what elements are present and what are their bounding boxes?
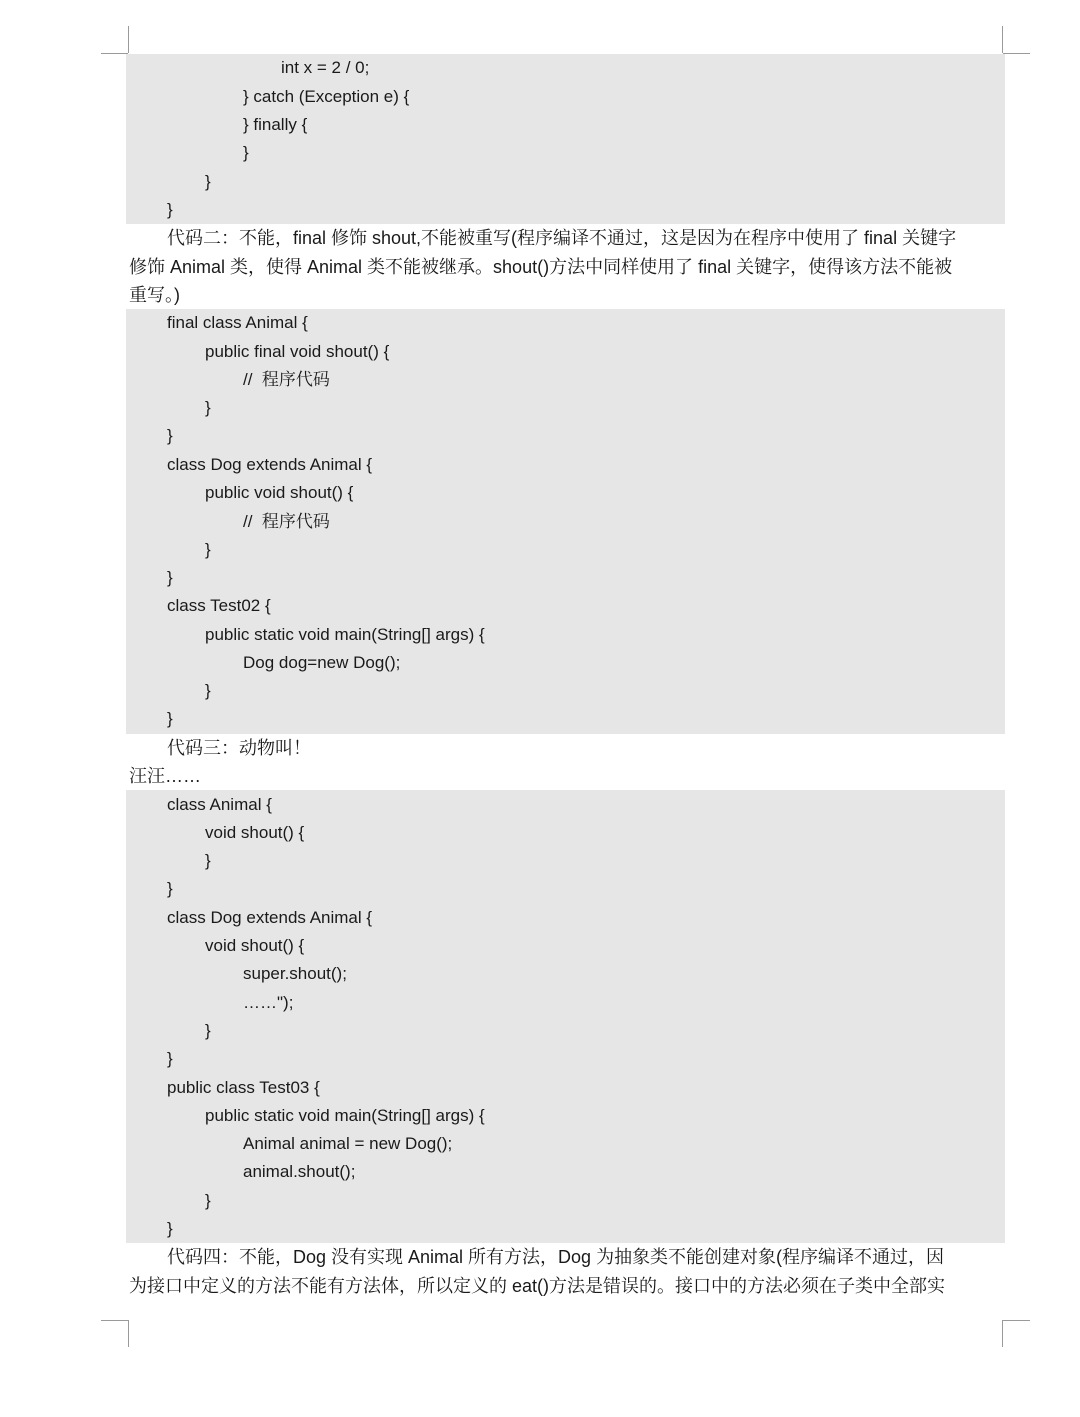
code-line: public static void main(String[] args) { bbox=[205, 1106, 485, 1125]
crop-mark-top-left-horizontal bbox=[101, 53, 128, 54]
code-line: public void shout() { bbox=[205, 483, 354, 502]
code-line: } bbox=[205, 172, 211, 191]
code-line: } bbox=[167, 200, 173, 219]
code-line: int x = 2 / 0; bbox=[281, 58, 370, 77]
answer-paragraph-4-line-2: 为接口中定义的方法不能有方法体，所以定义的 eat()方法是错误的。接口中的方法必须在子类中全部实 bbox=[129, 1276, 946, 1296]
code-line: } bbox=[167, 568, 173, 587]
crop-mark-bottom-right-horizontal bbox=[1003, 1320, 1030, 1321]
crop-mark-top-right-horizontal bbox=[1003, 53, 1030, 54]
code-line: class Test02 { bbox=[167, 596, 271, 615]
crop-mark-bottom-left-horizontal bbox=[101, 1320, 128, 1321]
code-line: class Dog extends Animal { bbox=[167, 908, 373, 927]
code-line: } bbox=[167, 1219, 173, 1238]
code-line: } bbox=[167, 1049, 173, 1068]
code-line: } bbox=[167, 426, 173, 445]
code-line: // 程序代码 bbox=[243, 512, 330, 531]
code-line: } bbox=[205, 540, 211, 559]
code-line: Animal animal = new Dog(); bbox=[243, 1134, 453, 1153]
answer-paragraph-2-line-2: 修饰 Animal 类，使得 Animal 类不能被继承。shout()方法中同样使用了 final 关键字，使得该方法不能被 bbox=[129, 257, 953, 277]
code-line: ……"); bbox=[243, 993, 294, 1012]
answer-paragraph-3-line-1: 代码三：动物叫！ bbox=[167, 738, 311, 758]
code-line: } bbox=[167, 879, 173, 898]
code-line: } bbox=[205, 1191, 211, 1210]
code-line: } bbox=[167, 709, 173, 728]
answer-paragraph-2-line-1: 代码二：不能，final 修饰 shout,不能被重写(程序编译不通过，这是因为在程序中使用了 final 关键字 bbox=[167, 228, 957, 248]
code-line: } catch (Exception e) { bbox=[243, 87, 410, 106]
code-line: } bbox=[205, 851, 211, 870]
code-line: public static void main(String[] args) { bbox=[205, 625, 485, 644]
code-line: } bbox=[205, 398, 211, 417]
code-line: public class Test03 { bbox=[167, 1078, 320, 1097]
code-line: // 程序代码 bbox=[243, 370, 330, 389]
code-line: } bbox=[205, 1021, 211, 1040]
code-line: Dog dog=new Dog(); bbox=[243, 653, 401, 672]
crop-mark-bottom-right-vertical bbox=[1002, 1320, 1003, 1347]
code-line: } finally { bbox=[243, 115, 308, 134]
answer-paragraph-4-line-1: 代码四：不能，Dog 没有实现 Animal 所有方法，Dog 为抽象类不能创建对象(程序编译不通过，因 bbox=[167, 1247, 945, 1267]
code-line: class Animal { bbox=[167, 795, 272, 814]
answer-paragraph-3-line-2: 汪汪…… bbox=[129, 766, 201, 786]
code-line: animal.shout(); bbox=[243, 1162, 356, 1181]
crop-mark-bottom-left-vertical bbox=[128, 1320, 129, 1347]
code-line: public final void shout() { bbox=[205, 342, 390, 361]
code-line: } bbox=[205, 681, 211, 700]
code-line: } bbox=[243, 143, 249, 162]
code-line: class Dog extends Animal { bbox=[167, 455, 373, 474]
code-line: void shout() { bbox=[205, 823, 305, 842]
crop-mark-top-right-vertical bbox=[1002, 26, 1003, 53]
crop-mark-top-left-vertical bbox=[128, 26, 129, 53]
code-line: final class Animal { bbox=[167, 313, 308, 332]
code-line: void shout() { bbox=[205, 936, 305, 955]
answer-paragraph-2-line-3: 重写。) bbox=[129, 285, 180, 305]
code-line: super.shout(); bbox=[243, 964, 347, 983]
code-block-1 bbox=[126, 54, 1005, 224]
